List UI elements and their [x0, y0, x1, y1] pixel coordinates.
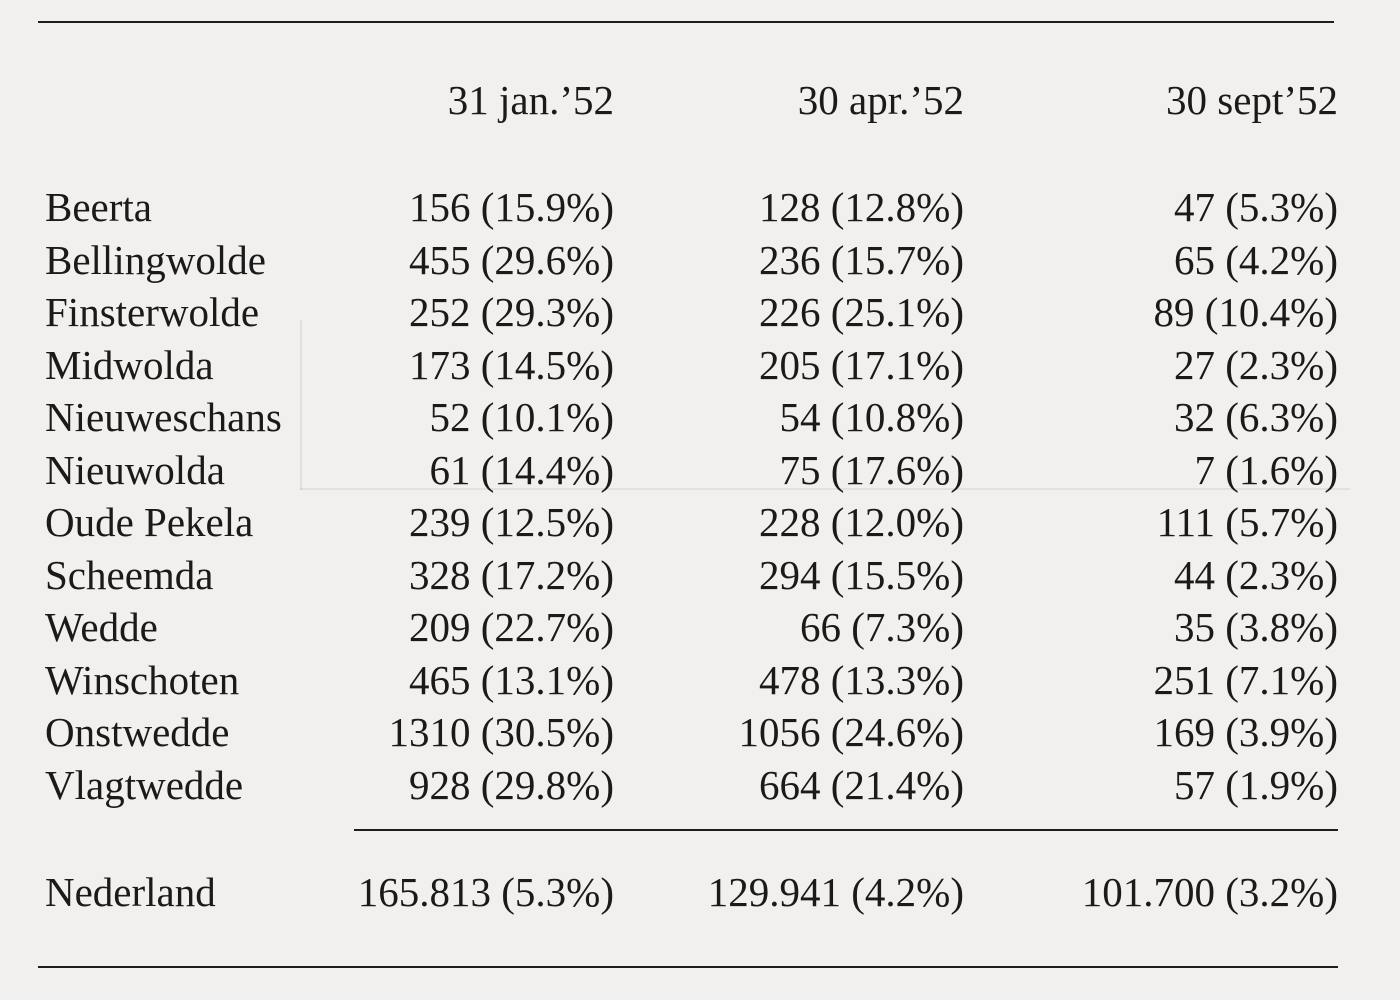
municipality-name: Beerta [45, 184, 152, 230]
municipality-name: Winschoten [45, 656, 240, 703]
table-row [0, 654, 1400, 707]
municipality-name: Nieuweschans [45, 394, 282, 440]
table-row [0, 339, 1400, 392]
municipality-name: Bellingwolde [45, 236, 266, 283]
value-jan: 465 (13.1%) [409, 656, 614, 703]
unemployment-table-body [0, 181, 1400, 811]
value-sept: 44 (2.3%) [1174, 551, 1338, 598]
value-sept: 47 (5.3%) [1174, 184, 1338, 230]
value-jan: 455 (29.6%) [409, 236, 614, 283]
value-sept: 27 (2.3%) [1174, 341, 1338, 388]
table-row [0, 181, 1400, 234]
value-jan: 61 (14.4%) [429, 446, 614, 493]
value-sept: 57 (1.9%) [1174, 761, 1338, 808]
value-apr: 478 (13.3%) [759, 656, 964, 703]
value-jan: 52 (10.1%) [429, 394, 614, 440]
table-top-rule [38, 21, 1334, 23]
column-header-jan: 31 jan.’52 [447, 77, 614, 123]
table-row [0, 444, 1400, 497]
value-apr: 66 (7.3%) [800, 604, 964, 650]
total-apr: 129.941 (4.2%) [707, 869, 964, 915]
table-row [0, 234, 1400, 287]
table-row [0, 759, 1400, 812]
table-row [0, 496, 1400, 549]
value-sept: 35 (3.8%) [1174, 604, 1338, 650]
value-apr: 664 (21.4%) [759, 761, 964, 808]
value-apr: 226 (25.1%) [759, 289, 964, 335]
value-apr: 294 (15.5%) [759, 551, 964, 598]
municipality-name: Wedde [45, 604, 158, 650]
value-sept: 251 (7.1%) [1153, 656, 1338, 703]
value-jan: 1310 (30.5%) [388, 709, 614, 755]
value-sept: 89 (10.4%) [1153, 289, 1338, 335]
value-apr: 205 (17.1%) [759, 341, 964, 388]
table-bottom-rule [38, 966, 1338, 968]
totals-row [0, 866, 1400, 918]
value-sept: 65 (4.2%) [1174, 236, 1338, 283]
value-sept: 111 (5.7%) [1156, 499, 1338, 545]
value-jan: 328 (17.2%) [409, 551, 614, 598]
municipality-name: Oude Pekela [45, 499, 254, 545]
table-row [0, 391, 1400, 444]
value-jan: 252 (29.3%) [409, 289, 614, 335]
value-jan: 239 (12.5%) [409, 499, 614, 545]
municipality-name: Vlagtwedde [45, 761, 244, 808]
total-name: Nederland [45, 869, 216, 915]
total-jan: 165.813 (5.3%) [357, 869, 614, 915]
table-row [0, 706, 1400, 759]
value-jan: 209 (22.7%) [409, 604, 614, 650]
value-jan: 928 (29.8%) [409, 761, 614, 808]
municipality-name: Scheemda [45, 551, 214, 598]
table-row [0, 549, 1400, 602]
value-jan: 156 (15.9%) [409, 184, 614, 230]
value-apr: 1056 (24.6%) [738, 709, 964, 755]
value-apr: 54 (10.8%) [779, 394, 964, 440]
value-apr: 75 (17.6%) [779, 446, 964, 493]
value-apr: 228 (12.0%) [759, 499, 964, 545]
value-sept: 32 (6.3%) [1174, 394, 1338, 440]
totals-separator-rule [354, 829, 1338, 831]
municipality-name: Finsterwolde [45, 289, 260, 335]
value-jan: 173 (14.5%) [409, 341, 614, 388]
value-sept: 169 (3.9%) [1153, 709, 1338, 755]
table-row [0, 286, 1400, 339]
value-apr: 236 (15.7%) [759, 236, 964, 283]
municipality-name: Onstwedde [45, 709, 230, 755]
value-apr: 128 (12.8%) [759, 184, 964, 230]
column-header-sept: 30 sept’52 [1166, 77, 1338, 123]
value-sept: 7 (1.6%) [1194, 446, 1338, 493]
table-row [0, 601, 1400, 654]
municipality-name: Midwolda [45, 341, 214, 388]
municipality-name: Nieuwolda [45, 446, 225, 493]
column-header-apr: 30 apr.’52 [797, 77, 964, 123]
total-sept: 101.700 (3.2%) [1081, 869, 1338, 915]
